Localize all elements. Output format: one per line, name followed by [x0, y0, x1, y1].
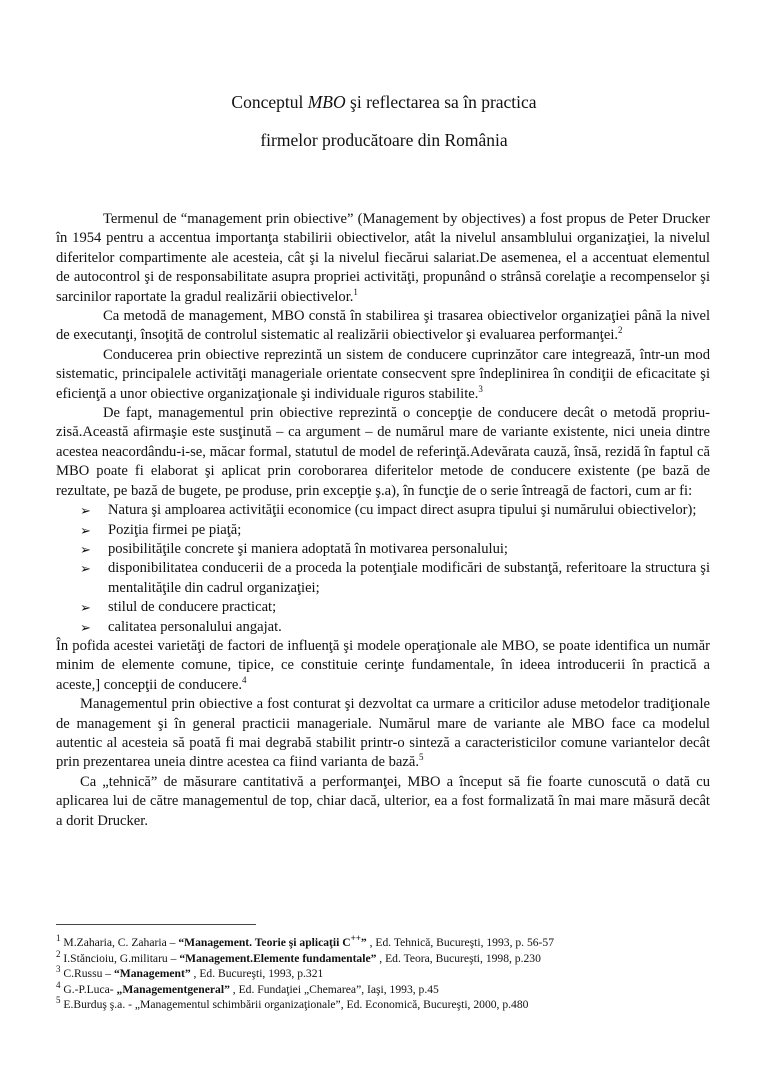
body-text	[56, 210, 710, 831]
paragraph-5-text: În pofida acestei varietăţi de factori de influenţă şi modele operaţionale ale MBO, se poate identifica un număr minim de elemente comune, tipice, ce constituie cerinţe fundamentale, în ideea introducerii în practică a aceste,] concepţii de conducere.	[56, 637, 710, 693]
footnote-publisher: , Ed. Teora, Bucureşti, 1998, p.230	[376, 951, 541, 965]
footnote-ref-1[interactable]: 1	[353, 286, 358, 297]
list-item	[80, 521, 710, 540]
paragraph-2	[56, 307, 710, 346]
footnote-number: 5	[56, 995, 61, 1006]
list-item	[80, 501, 710, 520]
title-mbo: MBO	[307, 92, 346, 112]
footnote-title: „Managementgeneral”	[116, 982, 230, 996]
list-item-text: posibilităţile concrete şi maniera adoptată în motivarea personalului;	[108, 540, 508, 557]
list-item-text: stilul de conducere practicat;	[108, 599, 277, 616]
paragraph-6	[56, 695, 710, 773]
footnote-authors: C.Russu –	[60, 967, 114, 980]
footnote-publisher: „Managementul schimbării organizaţionale”, Ed. Economică, Bucureşti, 2000, p.480	[134, 998, 529, 1011]
title-suffix: şi reflectarea sa în practica	[345, 92, 537, 112]
footnote-number: 2	[56, 948, 61, 959]
title-line-1	[0, 92, 768, 112]
list-item	[80, 598, 710, 617]
title-line-2: firmelor producătoare din România	[260, 130, 508, 150]
arrow-bullet-icon: ➢	[80, 542, 91, 558]
footnote-authors: G.-P.Luca-	[60, 982, 117, 996]
footnote-number: 4	[56, 979, 61, 990]
paragraph-3	[56, 346, 710, 404]
list-item-text: calitatea personalului angajat.	[108, 618, 282, 635]
footnote-publisher: , Ed. Tehnică, Bucureşti, 1993, p. 56-57	[366, 936, 555, 949]
footnote-number: 3	[56, 964, 61, 975]
footnote-title-close: ”	[360, 936, 367, 949]
footnote-authors: M.Zaharia, C. Zaharia –	[60, 936, 179, 949]
arrow-bullet-icon: ➢	[80, 504, 91, 520]
footnote-2	[56, 948, 716, 967]
paragraph-1-text: Termenul de “management prin obiective” (Management by objectives) a fost propus de Peter Drucker în 1954 pentru a accentua importanţa stabilirii obiectivelor, atât la nivelul ansamblului organizaţiei, la nivelul diferitelor compartimente ale acesteia, cât şi la nivelul fiecărui salariat.De asemenea, el a accentuat elementul de autocontrol şi de responsabilitate asupra propriei activităţi, propunând o strânsă corelaţie a recompenselor şi sarcinilor raportate la gradul realizării obiectivelor.	[56, 211, 710, 305]
footnote-4	[56, 979, 716, 998]
footnotes	[56, 935, 716, 1013]
footnote-title: “Management”	[113, 967, 191, 980]
list-item-text: Natura şi amploarea activităţii economice (cu impact direct asupra tipului şi numărului obiectivelor);	[108, 502, 697, 519]
footnote-1	[56, 935, 716, 951]
list-item	[80, 540, 710, 559]
arrow-bullet-icon: ➢	[80, 620, 91, 636]
footnote-separator	[56, 924, 256, 925]
footnote-publisher: , Ed. Bucureşti, 1993, p.321	[190, 967, 324, 980]
factor-list	[56, 501, 710, 637]
footnote-ref-3[interactable]: 3	[478, 383, 483, 394]
list-item	[80, 559, 710, 598]
footnote-title: “Management.Elemente fundamentale”	[179, 951, 377, 965]
footnote-authors: E.Burduş ş.a. -	[60, 998, 135, 1011]
footnote-authors: I.Stăncioiu, G.militaru –	[60, 951, 180, 965]
list-item-text: Poziţia firmei pe piaţă;	[108, 521, 242, 538]
title-prefix: Conceptul	[231, 92, 308, 112]
footnote-5	[56, 997, 716, 1013]
paragraph-4: De fapt, managementul prin obiective reprezintă o concepţie de conducere decât o metodă propriu-zisă.Această afirmaşie este susţinută – ca argument – de numărul mare de variante existente, nici uneia dintre acestea neacordându-i-se, măcar formal, statutul de model de referinţă.Adevărata cauză, însă, rezidă în faptul că MBO poate fi elaborat şi aplicat prin coroborarea diferitelor metode de conducere existente (pe bază de rezultate, pe bază de bugete, pe produse, prin excepţie ş.a), în funcţie de o serie întreagă de factori, cum ar fi:	[56, 405, 710, 499]
arrow-bullet-icon: ➢	[80, 523, 91, 539]
footnote-publisher: , Ed. Fundaţiei „Chemarea”, Iaşi, 1993, p.45	[229, 982, 439, 996]
footnote-ref-4[interactable]: 4	[241, 674, 247, 685]
footnote-title	[178, 933, 367, 949]
list-item-text: disponibilitatea conducerii de a proceda la potenţiale modificări de substanţă, referitoare la structura şi mentalităţile din cadrul organizaţiei;	[108, 560, 710, 596]
list-item	[80, 618, 710, 637]
arrow-bullet-icon: ➢	[80, 601, 91, 617]
paragraph-5	[56, 637, 710, 695]
paragraph-6-text: Managementul prin obiective a fost conturat şi dezvoltat ca urmare a criticilor aduse metodelor tradiţionale de management şi în general practicii manageriale. Numărul mare de variante ale MBO face ca modelul autentic al acesteia să poată fi mai degrabă stabilit printr-o sinteză a caracteristicilor comune variantelor decât prin prezentarea uneia dintre acestea ca fiind varianta de bază.	[56, 696, 710, 771]
footnote-3	[56, 966, 716, 982]
footnote-ref-2[interactable]: 2	[618, 325, 623, 336]
footnote-ref-5[interactable]: 5	[419, 752, 424, 763]
paragraph-7: Ca „tehnică” de măsurare cantitativă a performanţei, MBO a început să fie foarte cunoscută o dată cu aplicarea lui de către managementul de top, chiar dacă, ulterior, ea a fost formalizată în mai mare măsură decât a dorit Drucker.	[56, 773, 710, 829]
arrow-bullet-icon: ➢	[80, 562, 91, 578]
paragraph-1	[56, 210, 710, 307]
footnote-title-text: “Management. Teorie şi aplicaţii C	[178, 936, 351, 949]
footnote-number: 1	[56, 933, 61, 944]
paragraph-2-text: Ca metodă de management, MBO constă în stabilirea şi trasarea obiectivelor organizaţiei până la nivel de executanţi, însoţită de controlul sistematic al realizării obiectivelor şi evaluarea performanţei.	[56, 308, 710, 344]
footnote-title-sup: ++	[350, 933, 361, 944]
paragraph-3-text: Conducerea prin obiective reprezintă un sistem de conducere cuprinzător care integrează, într-un mod sistematic, principalele activităţi manageriale orientate consecvent spre îndeplinirea în condiţii de eficacitate şi eficienţă a unor obiective organizaţionale şi individuale riguros stabilite.	[56, 346, 710, 402]
